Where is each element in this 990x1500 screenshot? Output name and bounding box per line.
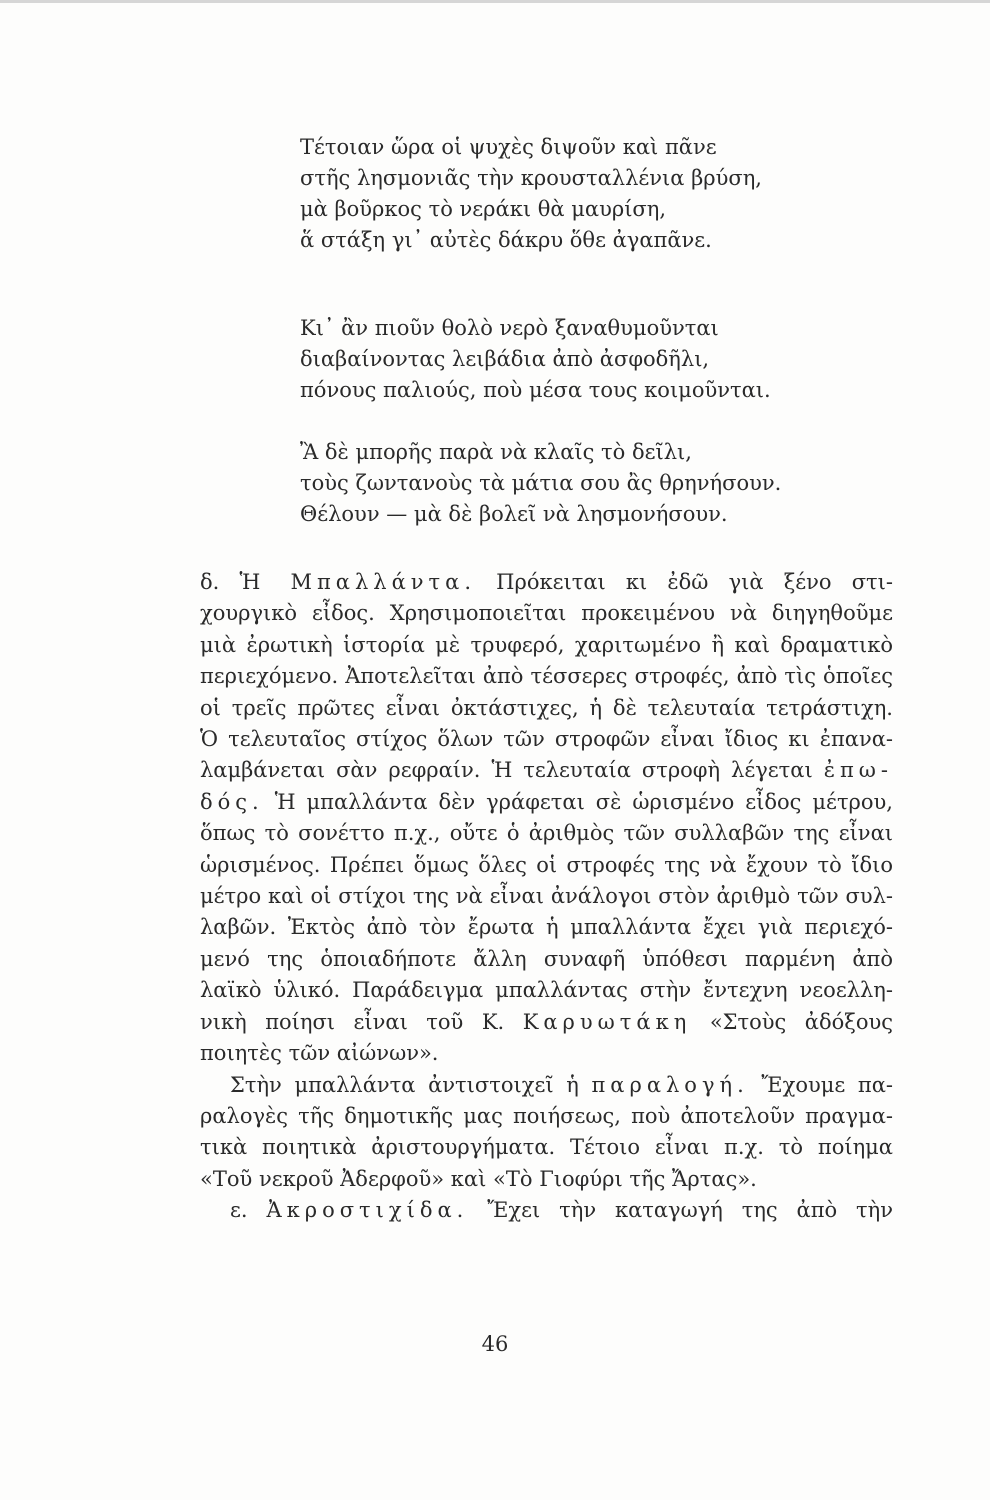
verse-line: τοὺς ζωντανοὺς τὰ μάτια σου ἂς θρηνήσουν. bbox=[300, 471, 782, 495]
paragraph-line: δ. Ἡ Μπαλλάντα. Πρόκειται κι ἐδῶ γιὰ ξένο στι- bbox=[200, 570, 893, 594]
paragraph-line: «Τοῦ νεκροῦ Ἀδερφοῦ» καὶ «Τὸ Γιοφύρι τῆς Ἄρτας». bbox=[200, 1166, 757, 1191]
body-text bbox=[200, 567, 893, 1227]
section-term: Ἡ Μπαλλάντα. bbox=[239, 570, 476, 594]
paragraph-line: λαϊκὸ ὑλικό. Παράδειγμα μπαλλάντας στὴν ἔντεχνη νεοελλη- bbox=[200, 978, 893, 1003]
stanza-3 bbox=[300, 437, 781, 530]
paragraph-line: οἱ τρεῖς πρῶτες εἶναι ὀκτάστιχες, ἡ δὲ τελευταία τετράστιχη. bbox=[200, 695, 893, 720]
paragraph-line: τικὰ ποιητικὰ ἀριστουργήματα. Τέτοιο εἶναι π.χ. τὸ ποίημα bbox=[200, 1135, 893, 1160]
paragraph-line: ὡρισμένος. Πρέπει ὅμως ὅλες οἱ στροφές της νὰ ἔχουν τὸ ἴδιο bbox=[200, 852, 893, 877]
verse-line: ἅ στάξη γι᾽ αὐτὲς δάκρυ ὅθε ἀγαπᾶνε. bbox=[300, 228, 712, 252]
page-number: 46 bbox=[481, 1332, 509, 1356]
verse-line: Τέτοιαν ὥρα οἱ ψυχὲς διψοῦν καὶ πᾶνε bbox=[300, 135, 717, 159]
paragraph-line: χουργικὸ εἶδος. Χρησιμοποιεῖται προκειμένου νὰ διηγηθοῦμε bbox=[200, 601, 893, 626]
paragraph-line: Ὁ τελευταῖος στίχος ὅλων τῶν στροφῶν εἶναι ἴδιος κι ἐπανα- bbox=[200, 727, 893, 752]
scan-edge bbox=[0, 0, 990, 3]
paragraph-line: ὅπως τὸ σονέττο π.χ., οὔτε ὁ ἀριθμὸς τῶν συλλαβῶν της εἶναι bbox=[200, 821, 893, 846]
paragraph-line: ποιητὲς τῶν αἰώνων». bbox=[200, 1041, 439, 1066]
section-marker: ε. bbox=[230, 1198, 248, 1223]
paragraph-line: ε. Ἀκροστιχίδα. Ἔχει τὴν καταγωγή της ἀπὸ τὴν bbox=[230, 1198, 893, 1223]
emphasized-term: ἐπω- bbox=[823, 758, 893, 783]
section-marker: δ. bbox=[200, 570, 220, 594]
paragraph-line: μενό της ὁποιαδήποτε ἄλλη συναφῆ ὑπόθεσι παρμένη ἀπὸ bbox=[200, 946, 893, 971]
paragraph-line: λαμβάνεται σὰν ρεφραίν. Ἡ τελευταία στροφὴ λέγεται ἐπω- bbox=[200, 758, 893, 783]
verse-line: διαβαίνοντας λειβάδια ἀπὸ ἀσφοδῆλι, bbox=[300, 347, 710, 371]
paragraph-line: περιεχόμενο. Ἀποτελεῖται ἀπὸ τέσσερες στροφές, ἀπὸ τὶς ὁποῖες bbox=[200, 664, 893, 689]
poet-name: Καρυωτάκη bbox=[522, 1009, 692, 1034]
paragraph-line: ραλογὲς τῆς δημοτικῆς μας ποιήσεως, ποὺ ἀποτελοῦν πραγμα- bbox=[200, 1103, 893, 1128]
verse-line: Θέλουν — μὰ δὲ βολεῖ νὰ λησμονήσουν. bbox=[300, 502, 728, 526]
verse-line: Κι᾽ ἂν πιοῦν θολὸ νερὸ ξαναθυμοῦνται bbox=[300, 316, 719, 340]
paragraph-line: δός. Ἡ μπαλλάντα δὲν γράφεται σὲ ὡρισμένο εἶδος μέτρου, bbox=[200, 789, 893, 814]
emphasized-term: δός. bbox=[200, 789, 264, 814]
paragraph-line: Στὴν μπαλλάντα ἀντιστοιχεῖ ἡ παραλογή. Ἔχουμε πα- bbox=[230, 1072, 893, 1097]
verse-line: μὰ βοῦρκος τὸ νεράκι θὰ μαυρίση, bbox=[300, 197, 667, 221]
verse-line: Ἂ δὲ μπορῆς παρὰ νὰ κλαῖς τὸ δεῖλι, bbox=[300, 440, 692, 464]
paragraph-line: λαβῶν. Ἐκτὸς ἀπὸ τὸν ἔρωτα ἡ μπαλλάντα ἔχει γιὰ περιεχό- bbox=[200, 915, 893, 940]
verse-line: στῆς λησμονιᾶς τὴν κρουσταλλένια βρύση, bbox=[300, 166, 762, 190]
paragraph-line: μιὰ ἐρωτικὴ ἱστορία μὲ τρυφερό, χαριτωμένο ἢ καὶ δραματικὸ bbox=[200, 632, 893, 657]
section-term: Ἀκροστιχίδα. bbox=[266, 1198, 469, 1223]
paragraph-line: νικὴ ποίησι εἶναι τοῦ Κ. Καρυωτάκη «Στοὺς ἀδόξους bbox=[200, 1009, 893, 1034]
stanza-1 bbox=[300, 132, 762, 256]
paragraph-line: μέτρο καὶ οἱ στίχοι της νὰ εἶναι ἀνάλογοι στὸν ἀριθμὸ τῶν συλ- bbox=[200, 884, 893, 909]
verse-line: πόνους παλιούς, ποὺ μέσα τους κοιμοῦνται. bbox=[300, 378, 771, 402]
emphasized-term: παραλογή. bbox=[591, 1072, 749, 1097]
stanza-2 bbox=[300, 313, 771, 406]
